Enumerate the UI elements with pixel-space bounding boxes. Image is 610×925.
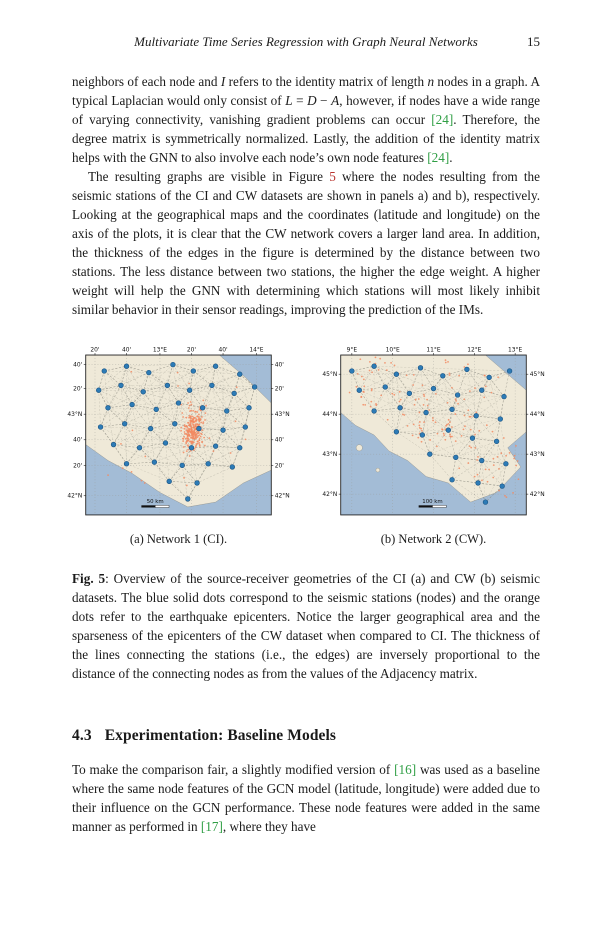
svg-text:44°N: 44°N — [529, 412, 545, 419]
svg-text:20': 20' — [73, 463, 83, 470]
svg-text:42°N: 42°N — [322, 492, 338, 499]
text-run: − — [316, 93, 332, 108]
body-paragraph-1 — [72, 72, 540, 167]
svg-text:20': 20' — [274, 463, 284, 470]
text-run: : Overview of the source-receiver geometries of the CI (a) and CW (b) seismic datasets. The blue solid dots correspond to the seismic stations (nodes) and the orange dots refer to the earthquake epicenters. Notice the larger geographical area and the sparseness of the epicenters of the CW dataset when compared to CI. The thickness of the lines connecting the stations (i.e., the edges) are inversely proportional to the distance of the connecting nodes as from the values of the Adjacency matrix. — [72, 571, 540, 681]
svg-text:14°E: 14°E — [249, 347, 264, 354]
svg-text:20': 20' — [186, 347, 197, 354]
svg-text:42°N: 42°N — [274, 493, 290, 500]
svg-text:13°E: 13°E — [152, 347, 168, 354]
cw-network-map — [319, 343, 548, 523]
svg-text:40': 40' — [218, 347, 228, 354]
figure-5 — [67, 343, 545, 683]
scale-bar — [419, 499, 447, 508]
svg-text:20': 20' — [274, 386, 284, 393]
svg-text:12°E: 12°E — [467, 347, 482, 354]
section-title: Experimentation: Baseline Models — [104, 727, 337, 744]
svg-text:45°N: 45°N — [322, 372, 338, 379]
ci-network-map — [64, 343, 293, 523]
text-run: neighbors of each node and — [72, 74, 221, 89]
svg-text:9°E: 9°E — [346, 347, 358, 354]
svg-text:40': 40' — [73, 362, 83, 369]
text-run: = — [292, 93, 308, 108]
section-number: 4.3 — [72, 727, 92, 744]
figure-reference-link[interactable]: 5 — [329, 169, 336, 184]
svg-text:20': 20' — [73, 386, 83, 393]
text-run: was used as a baseline where the same node features of the GCN model (latitude, longitude) were added due to their influence on the GCN performance. These node features were added in the same manner as performed in — [72, 762, 540, 834]
svg-text:13°E: 13°E — [508, 347, 523, 354]
svg-text:40': 40' — [274, 362, 284, 369]
svg-text:40': 40' — [121, 347, 132, 354]
subfigure-a — [64, 343, 293, 547]
svg-text:40': 40' — [73, 437, 83, 444]
text-run: nodes in a graph. A typical Laplacian would only consist of — [72, 74, 541, 108]
text-run: Fig. 5 — [72, 571, 106, 586]
figure-5-caption — [72, 569, 540, 683]
svg-text:50 km: 50 km — [146, 498, 164, 505]
text-run: D — [307, 93, 317, 108]
svg-text:42°N: 42°N — [67, 493, 83, 500]
svg-text:43°N: 43°N — [529, 452, 545, 459]
text-run: I — [220, 74, 226, 89]
text-run: , where they have — [222, 819, 316, 834]
text-run: The resulting graphs are visible in Figure — [88, 169, 330, 184]
text-run: where the nodes resulting from the seismic stations of the CI and CW datasets are shown in panels a) and b), respectively. Looking at the geographical maps and the coordinates (latitude and longitude) on the axis of the plots, it is clear that the CW network covers a larger land area. In addition, the thickness of the edges in the figure is determined by the distance between two stations. The less distance between two stations, the higher the edge weight. A higher weight will help the GNN with determining which stations will most likely inhibit similar behavior in their sensor readings, improving the prediction of the IMs. — [72, 169, 540, 317]
island — [356, 445, 362, 451]
svg-text:100 km: 100 km — [422, 498, 443, 505]
svg-text:20': 20' — [90, 347, 100, 354]
subfigure-b-caption: (b) Network 2 (CW). — [380, 532, 487, 546]
text-run: . — [449, 150, 453, 165]
figure-5-panels — [67, 343, 545, 547]
svg-text:43°N: 43°N — [67, 412, 83, 419]
text-run: A — [331, 93, 340, 108]
island — [376, 468, 380, 472]
citation-link[interactable]: [24] — [431, 112, 454, 127]
svg-text:44°N: 44°N — [322, 412, 338, 419]
body-paragraph-2 — [72, 167, 540, 319]
text-run: , however, if nodes have a wide range of varying connectivity, vanishing gradient problems can occur — [72, 93, 541, 127]
citation-link[interactable]: [16] — [394, 762, 417, 777]
text-run: . Therefore, the degree matrix is symmetrically normalized. Lastly, the addition of the identity matrix helps with the GNN to also involve each node’s own node features — [72, 112, 540, 165]
text-run: L — [285, 93, 293, 108]
section-heading-4-3 — [72, 727, 540, 745]
running-head — [72, 34, 540, 50]
subfigure-a-caption: (a) Network 1 (CI). — [129, 532, 228, 546]
svg-text:43°N: 43°N — [274, 412, 290, 419]
text-run: To make the comparison fair, a slightly modified version of — [72, 762, 395, 777]
body-paragraph-3 — [72, 760, 540, 836]
svg-text:42°N: 42°N — [529, 492, 545, 499]
text-run: refers to the identity matrix of length — [225, 74, 428, 89]
svg-text:10°E: 10°E — [385, 347, 400, 354]
citation-link[interactable]: [24] — [427, 150, 450, 165]
page-number: 15 — [527, 34, 540, 49]
subfigure-b — [319, 343, 548, 547]
svg-text:11°E: 11°E — [426, 347, 441, 354]
svg-text:40': 40' — [274, 437, 284, 444]
svg-text:45°N: 45°N — [529, 372, 545, 379]
running-head-title: Multivariate Time Series Regression with Graph Neural Networks — [134, 34, 478, 49]
svg-text:43°N: 43°N — [322, 452, 338, 459]
text-run: n — [427, 74, 435, 89]
citation-link[interactable]: [17] — [200, 819, 223, 834]
